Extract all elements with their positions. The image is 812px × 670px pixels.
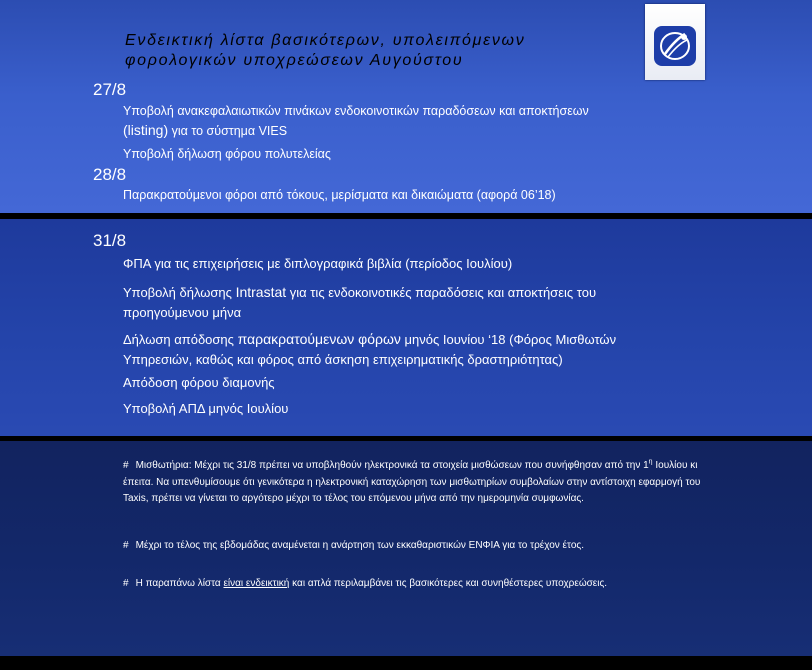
title-line-1: Ενδεικτική λίστα βασικότερων, υπολειπόμενων [125,32,526,49]
logo-frame [645,4,705,80]
item-luxury-tax: Υποβολή δήλωση φόρου πολυτελείας [123,147,331,161]
item-listing-vies [123,102,683,141]
note-enfia [123,538,713,555]
note-disclaimer-text-b: και απλά περιλαμβάνει τις βασικότερες και συνηθέστερες υποχρεώσεις. [292,578,608,589]
note-rentals-text-a: Μισθωτήρια: Μέχρι τις 31/8 πρέπει να υποβληθούν ηλεκτρονικά τα στοιχεία μισθώσεων που συνήφθησαν από την 1 [135,460,649,471]
slide-title [125,31,525,71]
note-disclaimer-text-a: Η παραπάνω λίστα [135,578,221,589]
date-31-8: 31/8 [93,231,127,250]
note-disclaimer [123,576,713,593]
item-apd-july: Υποβολή ΑΠΔ μηνός Ιουλίου [123,401,289,416]
note-bullet: # [123,460,129,471]
note-bullet: # [123,540,129,551]
item-withheld-text-c: Υπηρεσιών, καθώς και φόρος από άσκηση επιχειρηματικής δραστηριότητας) [123,352,563,367]
header-band [0,0,812,213]
date-28-8: 28/8 [93,165,127,184]
note-bullet: # [123,578,129,589]
item-intrastat-text-b: για τις ενδοκοινοτικές παραδόσεις και αποκτήσεις του [289,285,597,300]
item-intrastat-text-c: προηγούμενου μήνα [123,305,242,320]
item-listing-highlight: (listing) [123,122,169,138]
item-intrastat [123,282,723,323]
item-withheld-text-b: μηνός Ιουνίου ‘18 (Φόρος Μισθωτών [404,332,617,347]
item-vat-double-entry: ΦΠΑ για τις επιχειρήσεις με διπλογραφικά βιβλία (περίοδος Ιουλίου) [123,256,513,271]
date-27-8: 27/8 [93,80,127,99]
note-enfia-text: Μέχρι το τέλος της εβδομάδας αναμένεται η ανάρτηση των εκκαθαριστικών ΕΝΦΙΑ για το τρέχον έτος. [135,540,584,551]
item-intrastat-text-a: Υποβολή δήλωσης [123,285,232,300]
item-listing-text-b: για το σύστημα VIES [171,124,288,138]
notes-band [0,441,812,656]
note-rentals [123,458,713,508]
note-rentals-text-b: Ιουλίου κι έπειτα. Να υπενθυμίσουμε ότι γενικότερα η ηλεκτρονική καταχώρηση των μισθωτηρίων συμβολαίων στην αντίστοιχη εφαρμογή του Taxis, πρέπει να γίνεται το αργότερο μέχρι το τέλος του επόμενου μήνα από την ημερομηνία συμφωνίας. [123,460,701,504]
company-logo-icon [654,26,696,66]
note-rentals-sup: η [648,458,653,466]
item-withheld-text-a: Δήλωση απόδοσης [123,332,234,347]
title-line-2: φορολογικών υποχρεώσεων Αυγούστου [125,52,464,69]
item-withheld-taxes-interest: Παρακρατούμενοι φόροι από τόκους, μερίσματα και δικαιώματα (αφορά 06’18) [123,188,556,202]
middle-band [0,219,812,436]
item-accommodation-tax: Απόδοση φόρου διαμονής [123,375,275,390]
note-disclaimer-underlined: είναι ενδεικτική [223,578,290,589]
item-withheld-tax-declaration [123,329,723,370]
item-intrastat-highlight: Intrastat [235,284,287,300]
item-withheld-highlight: παρακρατούμενων φόρων [237,331,401,347]
item-listing-text-a: Υποβολή ανακεφαλαιωτικών πινάκων ενδοκοινοτικών παραδόσεων και αποκτήσεων [123,104,589,118]
